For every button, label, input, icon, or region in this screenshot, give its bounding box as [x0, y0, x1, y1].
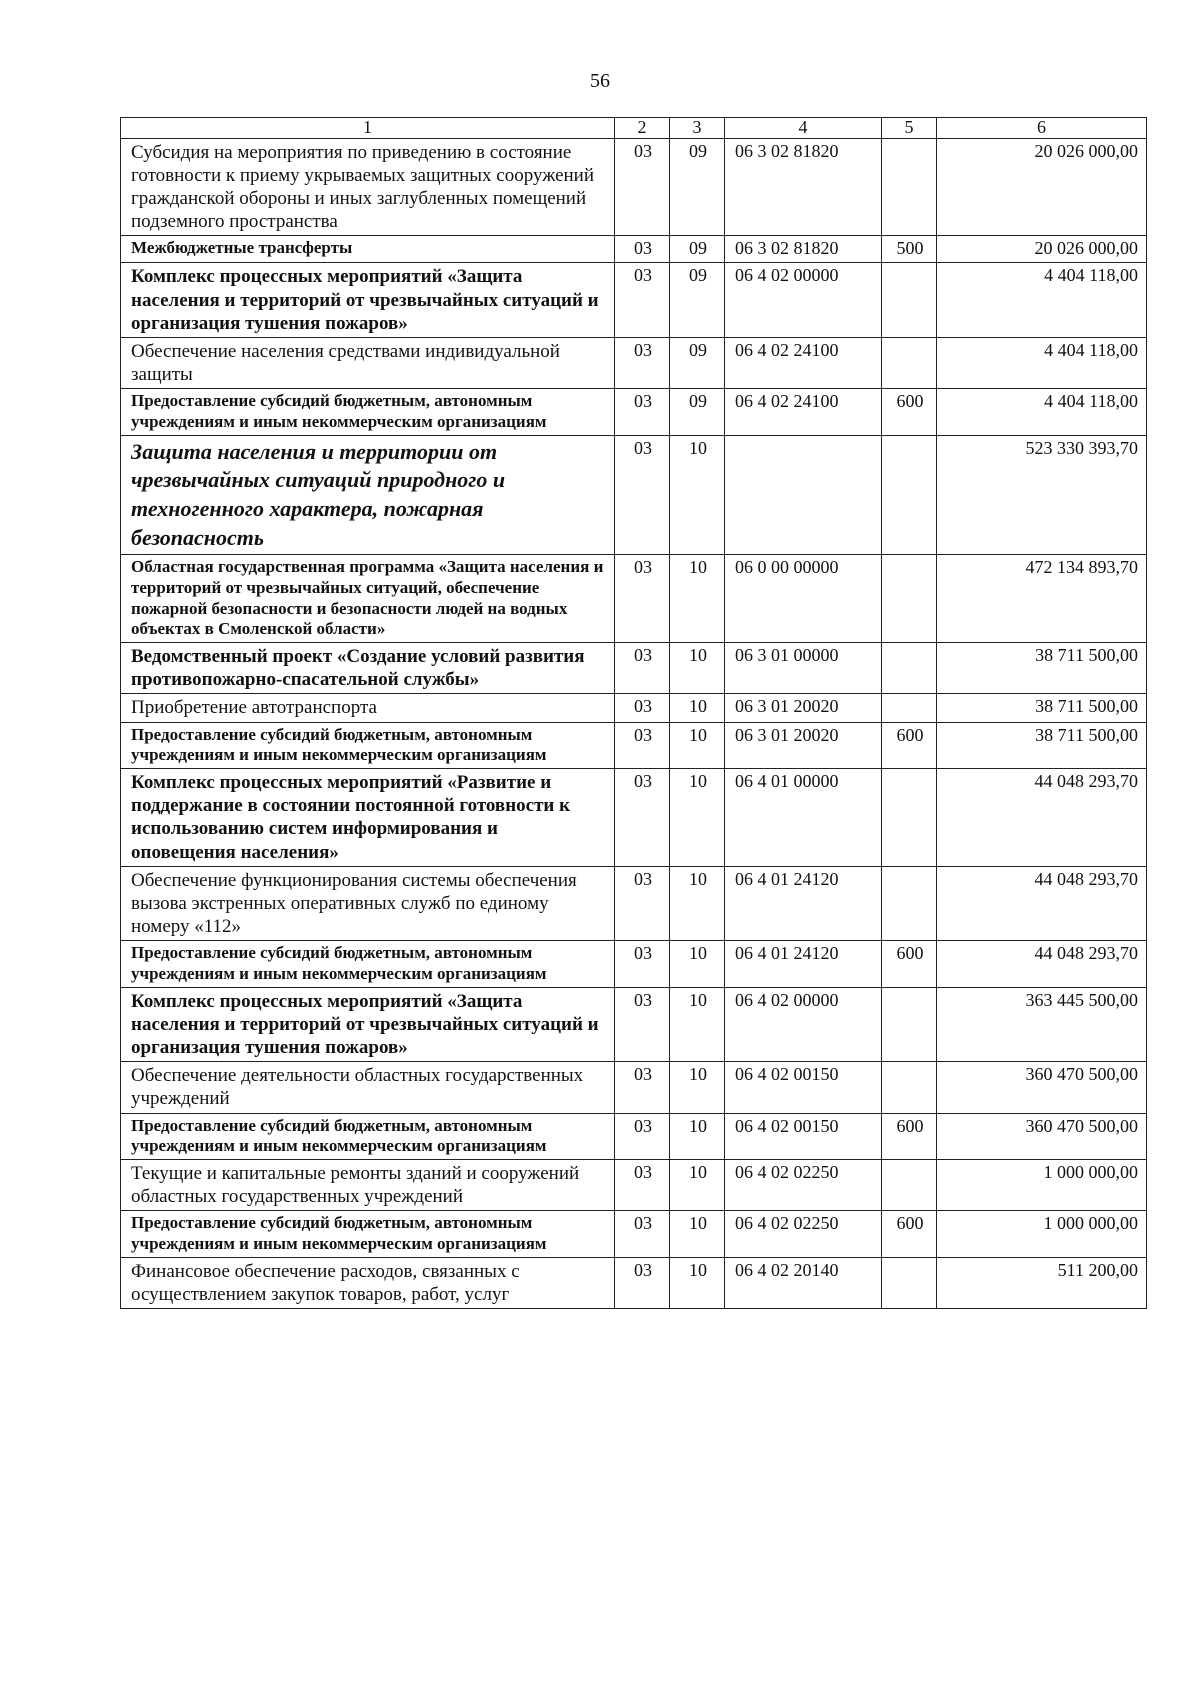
expense-type-cell: [882, 643, 937, 694]
table-row: [121, 1062, 1147, 1113]
expense-name-cell: Приобретение автотранспорта: [121, 694, 615, 722]
expense-type-cell: [882, 987, 937, 1062]
table-row: [121, 1211, 1147, 1257]
expense-name-cell: Предоставление субсидий бюджетным, автономным учреждениям и иным некоммерческим организациям: [121, 389, 615, 435]
target-article-cell: 06 4 02 20140: [725, 1257, 882, 1308]
target-article-cell: 06 4 01 24120: [725, 866, 882, 941]
expense-name-cell: Предоставление субсидий бюджетным, автономным учреждениям и иным некоммерческим организациям: [121, 1113, 615, 1159]
target-article-cell: 06 3 01 20020: [725, 694, 882, 722]
subsection-code-cell: 09: [670, 236, 725, 263]
expense-type-cell: [882, 1062, 937, 1113]
table-row: [121, 555, 1147, 643]
table-row: [121, 941, 1147, 987]
expense-type-cell: [882, 1160, 937, 1211]
column-number: 4: [725, 118, 882, 139]
amount-cell: 4 404 118,00: [937, 389, 1147, 435]
section-code-cell: 03: [615, 389, 670, 435]
target-article-cell: 06 0 00 00000: [725, 555, 882, 643]
expense-type-cell: 600: [882, 722, 937, 768]
subsection-code-cell: 10: [670, 987, 725, 1062]
column-number: 5: [882, 118, 937, 139]
subsection-code-cell: 09: [670, 337, 725, 388]
section-code-cell: 03: [615, 555, 670, 643]
table-row: [121, 769, 1147, 867]
section-code-cell: 03: [615, 769, 670, 867]
section-code-cell: 03: [615, 1257, 670, 1308]
budget-table: [120, 117, 1147, 1309]
page-number: 56: [590, 70, 610, 92]
subsection-code-cell: 10: [670, 866, 725, 941]
expense-type-cell: 600: [882, 389, 937, 435]
section-code-cell: 03: [615, 138, 670, 236]
column-number: 3: [670, 118, 725, 139]
table-row: [121, 337, 1147, 388]
table-row: [121, 1160, 1147, 1211]
amount-cell: 363 445 500,00: [937, 987, 1147, 1062]
subsection-code-cell: 10: [670, 643, 725, 694]
table-row: [121, 866, 1147, 941]
table-row: [121, 263, 1147, 338]
target-article-cell: 06 4 02 00150: [725, 1062, 882, 1113]
column-number-row: [121, 118, 1147, 139]
amount-cell: 1 000 000,00: [937, 1160, 1147, 1211]
subsection-code-cell: 10: [670, 1160, 725, 1211]
amount-cell: 44 048 293,70: [937, 941, 1147, 987]
expense-type-cell: 600: [882, 1113, 937, 1159]
target-article-cell: 06 4 02 02250: [725, 1211, 882, 1257]
table-row: [121, 694, 1147, 722]
amount-cell: 44 048 293,70: [937, 866, 1147, 941]
section-code-cell: 03: [615, 1160, 670, 1211]
expense-name-cell: Межбюджетные трансферты: [121, 236, 615, 263]
section-code-cell: 03: [615, 337, 670, 388]
section-code-cell: 03: [615, 941, 670, 987]
subsection-code-cell: 10: [670, 1211, 725, 1257]
expense-type-cell: 600: [882, 941, 937, 987]
amount-cell: 20 026 000,00: [937, 236, 1147, 263]
table-row: [121, 1113, 1147, 1159]
column-number: 2: [615, 118, 670, 139]
expense-type-cell: [882, 555, 937, 643]
section-code-cell: 03: [615, 987, 670, 1062]
amount-cell: 38 711 500,00: [937, 722, 1147, 768]
expense-name-cell: Областная государственная программа «Защита населения и территорий от чрезвычайных ситуаций, обеспечение пожарной безопасности и безопасности людей на водных объектах в Смоленской области»: [121, 555, 615, 643]
subsection-code-cell: 10: [670, 1062, 725, 1113]
target-article-cell: 06 4 02 00000: [725, 263, 882, 338]
amount-cell: 38 711 500,00: [937, 643, 1147, 694]
expense-name-cell: Финансовое обеспечение расходов, связанных с осуществлением закупок товаров, работ, услуг: [121, 1257, 615, 1308]
subsection-code-cell: 10: [670, 1257, 725, 1308]
table-row: [121, 435, 1147, 554]
subsection-code-cell: 10: [670, 435, 725, 554]
expense-name-cell: Комплекс процессных мероприятий «Развитие и поддержание в состоянии постоянной готовности к использованию систем информирования и оповещения населения»: [121, 769, 615, 867]
expense-name-cell: Субсидия на мероприятия по приведению в состояние готовности к приему укрываемых защитных сооружений гражданской обороны и иных заглубленных помещений подземного пространства: [121, 138, 615, 236]
target-article-cell: 06 4 02 24100: [725, 389, 882, 435]
section-code-cell: 03: [615, 263, 670, 338]
section-code-cell: 03: [615, 1062, 670, 1113]
table-row: [121, 236, 1147, 263]
expense-name-cell: Предоставление субсидий бюджетным, автономным учреждениям и иным некоммерческим организациям: [121, 1211, 615, 1257]
section-code-cell: 03: [615, 866, 670, 941]
target-article-cell: 06 4 02 02250: [725, 1160, 882, 1211]
section-code-cell: 03: [615, 1113, 670, 1159]
expense-name-cell: Ведомственный проект «Создание условий развития противопожарно-спасательной службы»: [121, 643, 615, 694]
subsection-code-cell: 09: [670, 389, 725, 435]
subsection-code-cell: 10: [670, 555, 725, 643]
target-article-cell: 06 4 02 00000: [725, 987, 882, 1062]
target-article-cell: 06 3 02 81820: [725, 236, 882, 263]
expense-type-cell: [882, 694, 937, 722]
amount-cell: 4 404 118,00: [937, 337, 1147, 388]
target-article-cell: 06 4 01 24120: [725, 941, 882, 987]
amount-cell: 44 048 293,70: [937, 769, 1147, 867]
amount-cell: 511 200,00: [937, 1257, 1147, 1308]
subsection-code-cell: 10: [670, 769, 725, 867]
expense-type-cell: [882, 263, 937, 338]
expense-type-cell: [882, 769, 937, 867]
table-row: [121, 1257, 1147, 1308]
target-article-cell: [725, 435, 882, 554]
subsection-code-cell: 10: [670, 694, 725, 722]
table-row: [121, 987, 1147, 1062]
target-article-cell: 06 4 02 24100: [725, 337, 882, 388]
expense-type-cell: [882, 435, 937, 554]
expense-name-cell: Текущие и капитальные ремонты зданий и сооружений областных государственных учреждений: [121, 1160, 615, 1211]
expense-name-cell: Обеспечение деятельности областных государственных учреждений: [121, 1062, 615, 1113]
expense-type-cell: [882, 138, 937, 236]
section-code-cell: 03: [615, 694, 670, 722]
target-article-cell: 06 3 02 81820: [725, 138, 882, 236]
amount-cell: 20 026 000,00: [937, 138, 1147, 236]
column-number: 6: [937, 118, 1147, 139]
expense-name-cell: Обеспечение функционирования системы обеспечения вызова экстренных оперативных служб по единому номеру «112»: [121, 866, 615, 941]
subsection-code-cell: 10: [670, 722, 725, 768]
target-article-cell: 06 3 01 20020: [725, 722, 882, 768]
expense-name-cell: Комплекс процессных мероприятий «Защита населения и территорий от чрезвычайных ситуаций и организация тушения пожаров»: [121, 263, 615, 338]
target-article-cell: 06 3 01 00000: [725, 643, 882, 694]
table-row: [121, 138, 1147, 236]
section-code-cell: 03: [615, 435, 670, 554]
expense-type-cell: [882, 866, 937, 941]
expense-type-cell: 600: [882, 1211, 937, 1257]
table-row: [121, 722, 1147, 768]
section-code-cell: 03: [615, 236, 670, 263]
amount-cell: 360 470 500,00: [937, 1113, 1147, 1159]
column-number: 1: [121, 118, 615, 139]
subsection-code-cell: 10: [670, 1113, 725, 1159]
section-code-cell: 03: [615, 722, 670, 768]
expense-type-cell: [882, 337, 937, 388]
amount-cell: 360 470 500,00: [937, 1062, 1147, 1113]
expense-name-cell: Обеспечение населения средствами индивидуальной защиты: [121, 337, 615, 388]
subsection-code-cell: 09: [670, 263, 725, 338]
amount-cell: 1 000 000,00: [937, 1211, 1147, 1257]
expense-type-cell: [882, 1257, 937, 1308]
expense-type-cell: 500: [882, 236, 937, 263]
table-row: [121, 643, 1147, 694]
section-code-cell: 03: [615, 643, 670, 694]
amount-cell: 38 711 500,00: [937, 694, 1147, 722]
expense-name-cell: Предоставление субсидий бюджетным, автономным учреждениям и иным некоммерческим организациям: [121, 941, 615, 987]
target-article-cell: 06 4 02 00150: [725, 1113, 882, 1159]
target-article-cell: 06 4 01 00000: [725, 769, 882, 867]
subsection-code-cell: 09: [670, 138, 725, 236]
amount-cell: 4 404 118,00: [937, 263, 1147, 338]
amount-cell: 472 134 893,70: [937, 555, 1147, 643]
section-code-cell: 03: [615, 1211, 670, 1257]
subsection-code-cell: 10: [670, 941, 725, 987]
amount-cell: 523 330 393,70: [937, 435, 1147, 554]
table-row: [121, 389, 1147, 435]
expense-name-cell: Комплекс процессных мероприятий «Защита населения и территорий от чрезвычайных ситуаций и организация тушения пожаров»: [121, 987, 615, 1062]
expense-name-cell: Защита населения и территории от чрезвычайных ситуаций природного и техногенного характера, пожарная безопасность: [121, 435, 615, 554]
expense-name-cell: Предоставление субсидий бюджетным, автономным учреждениям и иным некоммерческим организациям: [121, 722, 615, 768]
